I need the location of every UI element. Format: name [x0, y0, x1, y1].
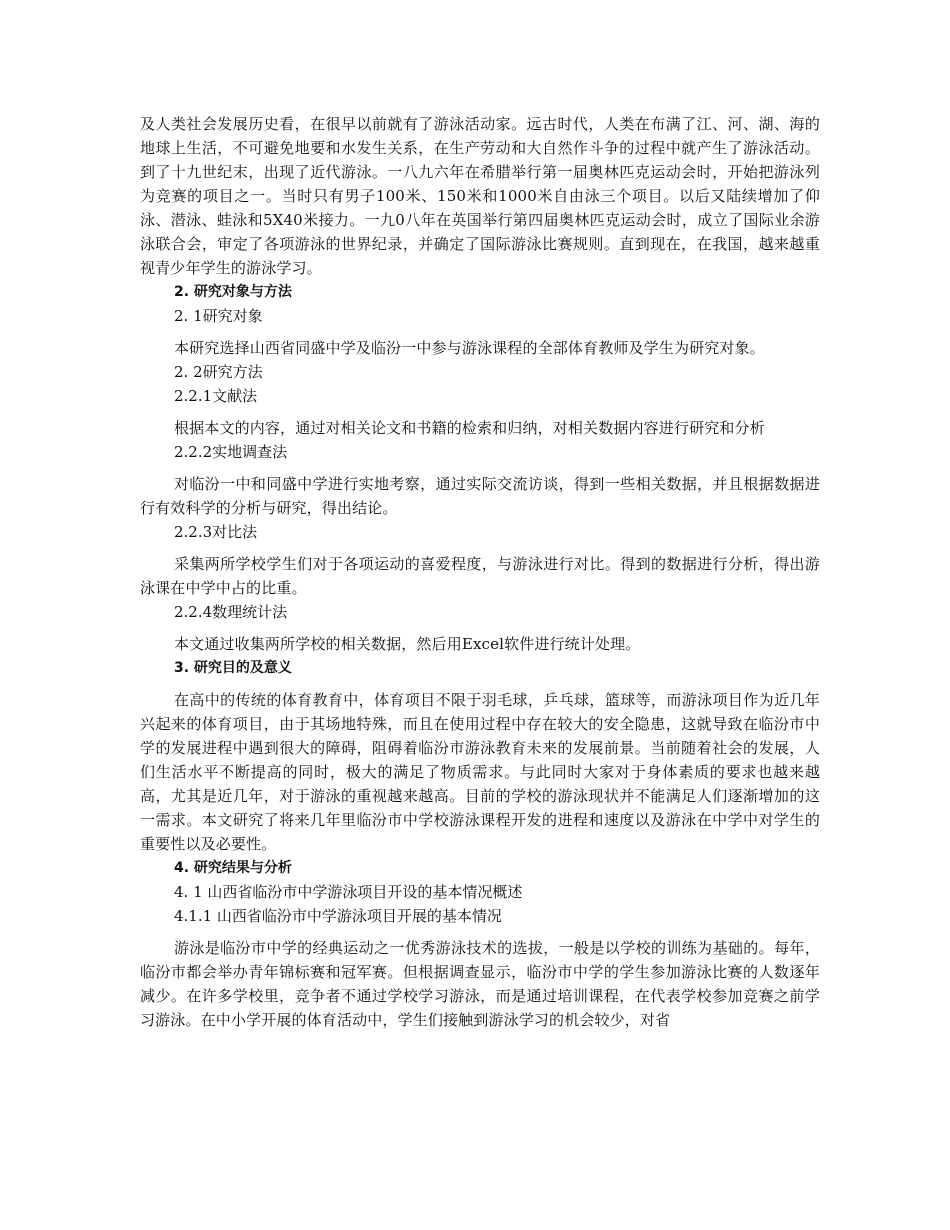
- section-3-text: 在高中的传统的体育教育中，体育项目不限于羽毛球，乒乓球，篮球等，而游泳项目作为近几年兴起来的体育项目，由于其场地特殊，而且在使用过程中存在较大的安全隐患，这就导致在临汾市中学的发展进程中遇到很大的障碍，阻碍着临汾市游泳教育未来的发展前景。当前随着社会的发展，人们生活水平不断提高的同时，极大的满足了物质需求。与此同时大家对于身体素质的要求也越来越高，尤其是近几年，对于游泳的重视越来越高。目前的学校的游泳现状并不能满足人们逐渐增加的这一需求。本文研究了将来几年里临汾市中学校游泳课程开发的进程和速度以及游泳在中学中对学生的重要性以及必要性。: [140, 691, 820, 853]
- intro-paragraph: 及人类社会发展历史看，在很早以前就有了游泳活动家。远古时代，人类在布满了江、河、湖、海的地球上生活，不可避免地要和水发生关系，在生产劳动和大自然作斗争的过程中就产生了游泳活动。到了十九世纪末，出现了近代游泳。一八九六年在希腊举行第一届奥林匹克运动会时，开始把游泳列为竞赛的项目之一。当时只有男子100米、150米和1000米自由泳三个项目。以后又陆续增加了仰泳、潜泳、蛙泳和5X40米接力。一九0八年在英国举行第四届奥林匹克运动会时，成立了国际业余游泳联合会，审定了各项游泳的世界纪录，并确定了国际游泳比赛规则。直到现在，在我国，越来越重视青少年学生的游泳学习。: [140, 115, 820, 277]
- method-fieldwork-text: 对临汾一中和同盛中学进行实地考察，通过实际交流访谈，得到一些相关数据，并且根据数据进行有效科学的分析与研究，得出结论。: [140, 475, 820, 517]
- method-literature-title: 2.2.1文献法: [174, 387, 258, 405]
- section-2-heading: 2. 研究对象与方法: [174, 284, 292, 300]
- method-comparison-text: 采集两所学校学生们对于各项运动的喜爱程度，与游泳进行对比。得到的数据进行分析，得出游泳课在中学中占的比重。: [140, 555, 820, 597]
- document-page: [140, 112, 820, 1032]
- method-statistics-text: 本文通过收集两所学校的相关数据，然后用Excel软件进行统计处理。: [174, 635, 641, 653]
- method-literature-text: 根据本文的内容，通过对相关论文和书籍的检索和归纳，对相关数据内容进行研究和分析: [174, 419, 765, 437]
- subsection-4-1-1-title: 4.1.1 山西省临汾市中学游泳项目开展的基本情况: [174, 907, 502, 925]
- subsection-4-1-title: 4. 1 山西省临汾市中学游泳项目开设的基本情况概述: [174, 883, 523, 901]
- method-fieldwork-title: 2.2.2实地调查法: [174, 443, 288, 461]
- subsection-2-1-title: 2. 1研究对象: [174, 307, 263, 325]
- subsection-2-2-title: 2. 2研究方法: [174, 363, 263, 381]
- subsection-4-1-1-text: 游泳是临汾市中学的经典运动之一优秀游泳技术的选拔，一般是以学校的训练为基础的。每年，临汾市都会举办青年锦标赛和冠军赛。但根据调查显示，临汾市中学的学生参加游泳比赛的人数逐年减少。在许多学校里，竞争者不通过学校学习游泳，而是通过培训课程，在代表学校参加竞赛之前学习游泳。在中小学开展的体育活动中，学生们接触到游泳学习的机会较少，对省: [140, 939, 820, 1029]
- method-statistics-title: 2.2.4数理统计法: [174, 603, 288, 621]
- subsection-2-1-text: 本研究选择山西省同盛中学及临汾一中参与游泳课程的全部体育教师及学生为研究对象。: [174, 339, 765, 357]
- section-3-heading: 3. 研究目的及意义: [174, 660, 292, 676]
- section-4-heading: 4. 研究结果与分析: [174, 860, 292, 876]
- method-comparison-title: 2.2.3对比法: [174, 523, 258, 541]
